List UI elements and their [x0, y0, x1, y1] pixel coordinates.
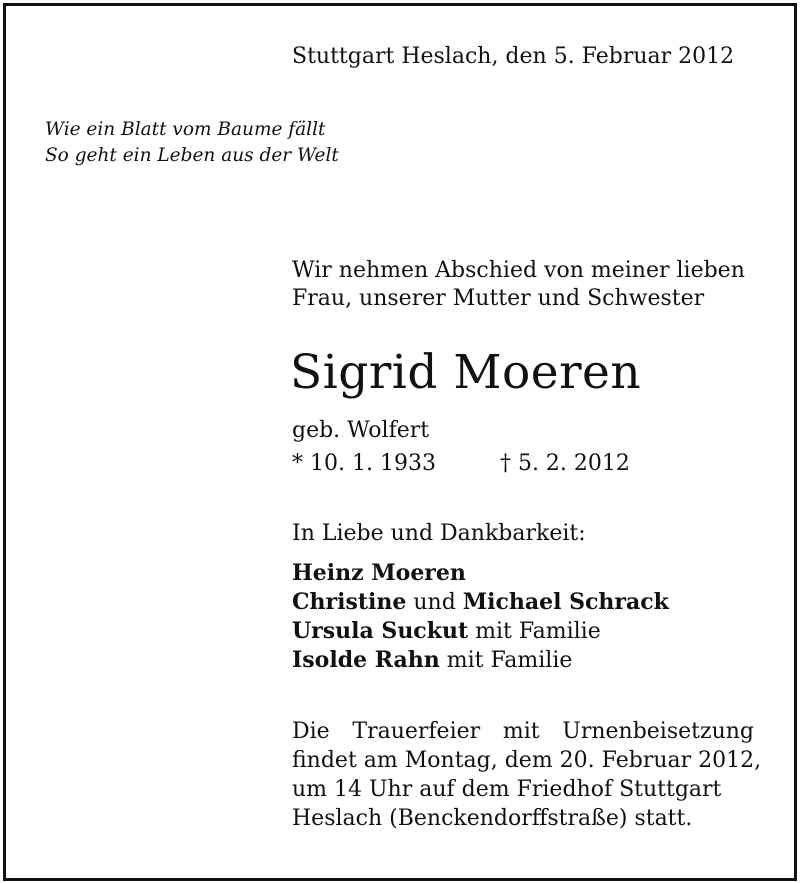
life-dates	[292, 451, 630, 476]
mourner-suffix: mit Familie	[475, 619, 601, 644]
mourners-heading: In Liebe und Dankbarkeit:	[292, 521, 586, 546]
mourner-name: Heinz Moeren	[292, 560, 466, 586]
funeral-line-1: Die Trauerfeier mit Urnenbeisetzung	[292, 719, 754, 744]
mourner-name: Ursula Suckut	[292, 618, 469, 644]
funeral-details	[292, 717, 762, 833]
intro-text	[292, 257, 745, 313]
motto-line-2: So geht ein Leben aus der Welt	[45, 145, 339, 166]
birth-date: * 10. 1. 1933	[292, 451, 436, 476]
mourner-line	[292, 617, 669, 646]
funeral-line-3: um 14 Uhr auf dem Friedhof Stuttgart	[292, 777, 722, 802]
motto	[45, 117, 339, 169]
mourner-name: Isolde Rahn	[292, 647, 440, 673]
place-date-line: Stuttgart Heslach, den 5. Februar 2012	[292, 44, 735, 69]
deceased-name: Sigrid Moeren	[290, 345, 642, 400]
mourner-line	[292, 588, 669, 617]
death-date: † 5. 2. 2012	[499, 451, 630, 476]
intro-line-1: Wir nehmen Abschied von meiner lieben	[292, 258, 745, 283]
motto-line-1: Wie ein Blatt vom Baume fällt	[45, 119, 326, 140]
intro-line-2: Frau, unserer Mutter und Schwester	[292, 286, 705, 311]
mourners-list	[292, 559, 669, 675]
mourner-name: Michael Schrack	[462, 589, 669, 615]
mourner-name: Christine	[292, 589, 407, 615]
mourner-connector: und	[413, 590, 456, 615]
mourner-line	[292, 646, 669, 675]
funeral-line-4: Heslach (Benckendorffstraße) statt.	[292, 806, 693, 831]
birth-name: geb. Wolfert	[292, 418, 430, 443]
funeral-line-2: findet am Montag, dem 20. Februar 2012,	[292, 748, 762, 773]
mourner-suffix: mit Familie	[446, 648, 573, 673]
mourner-line	[292, 559, 669, 588]
